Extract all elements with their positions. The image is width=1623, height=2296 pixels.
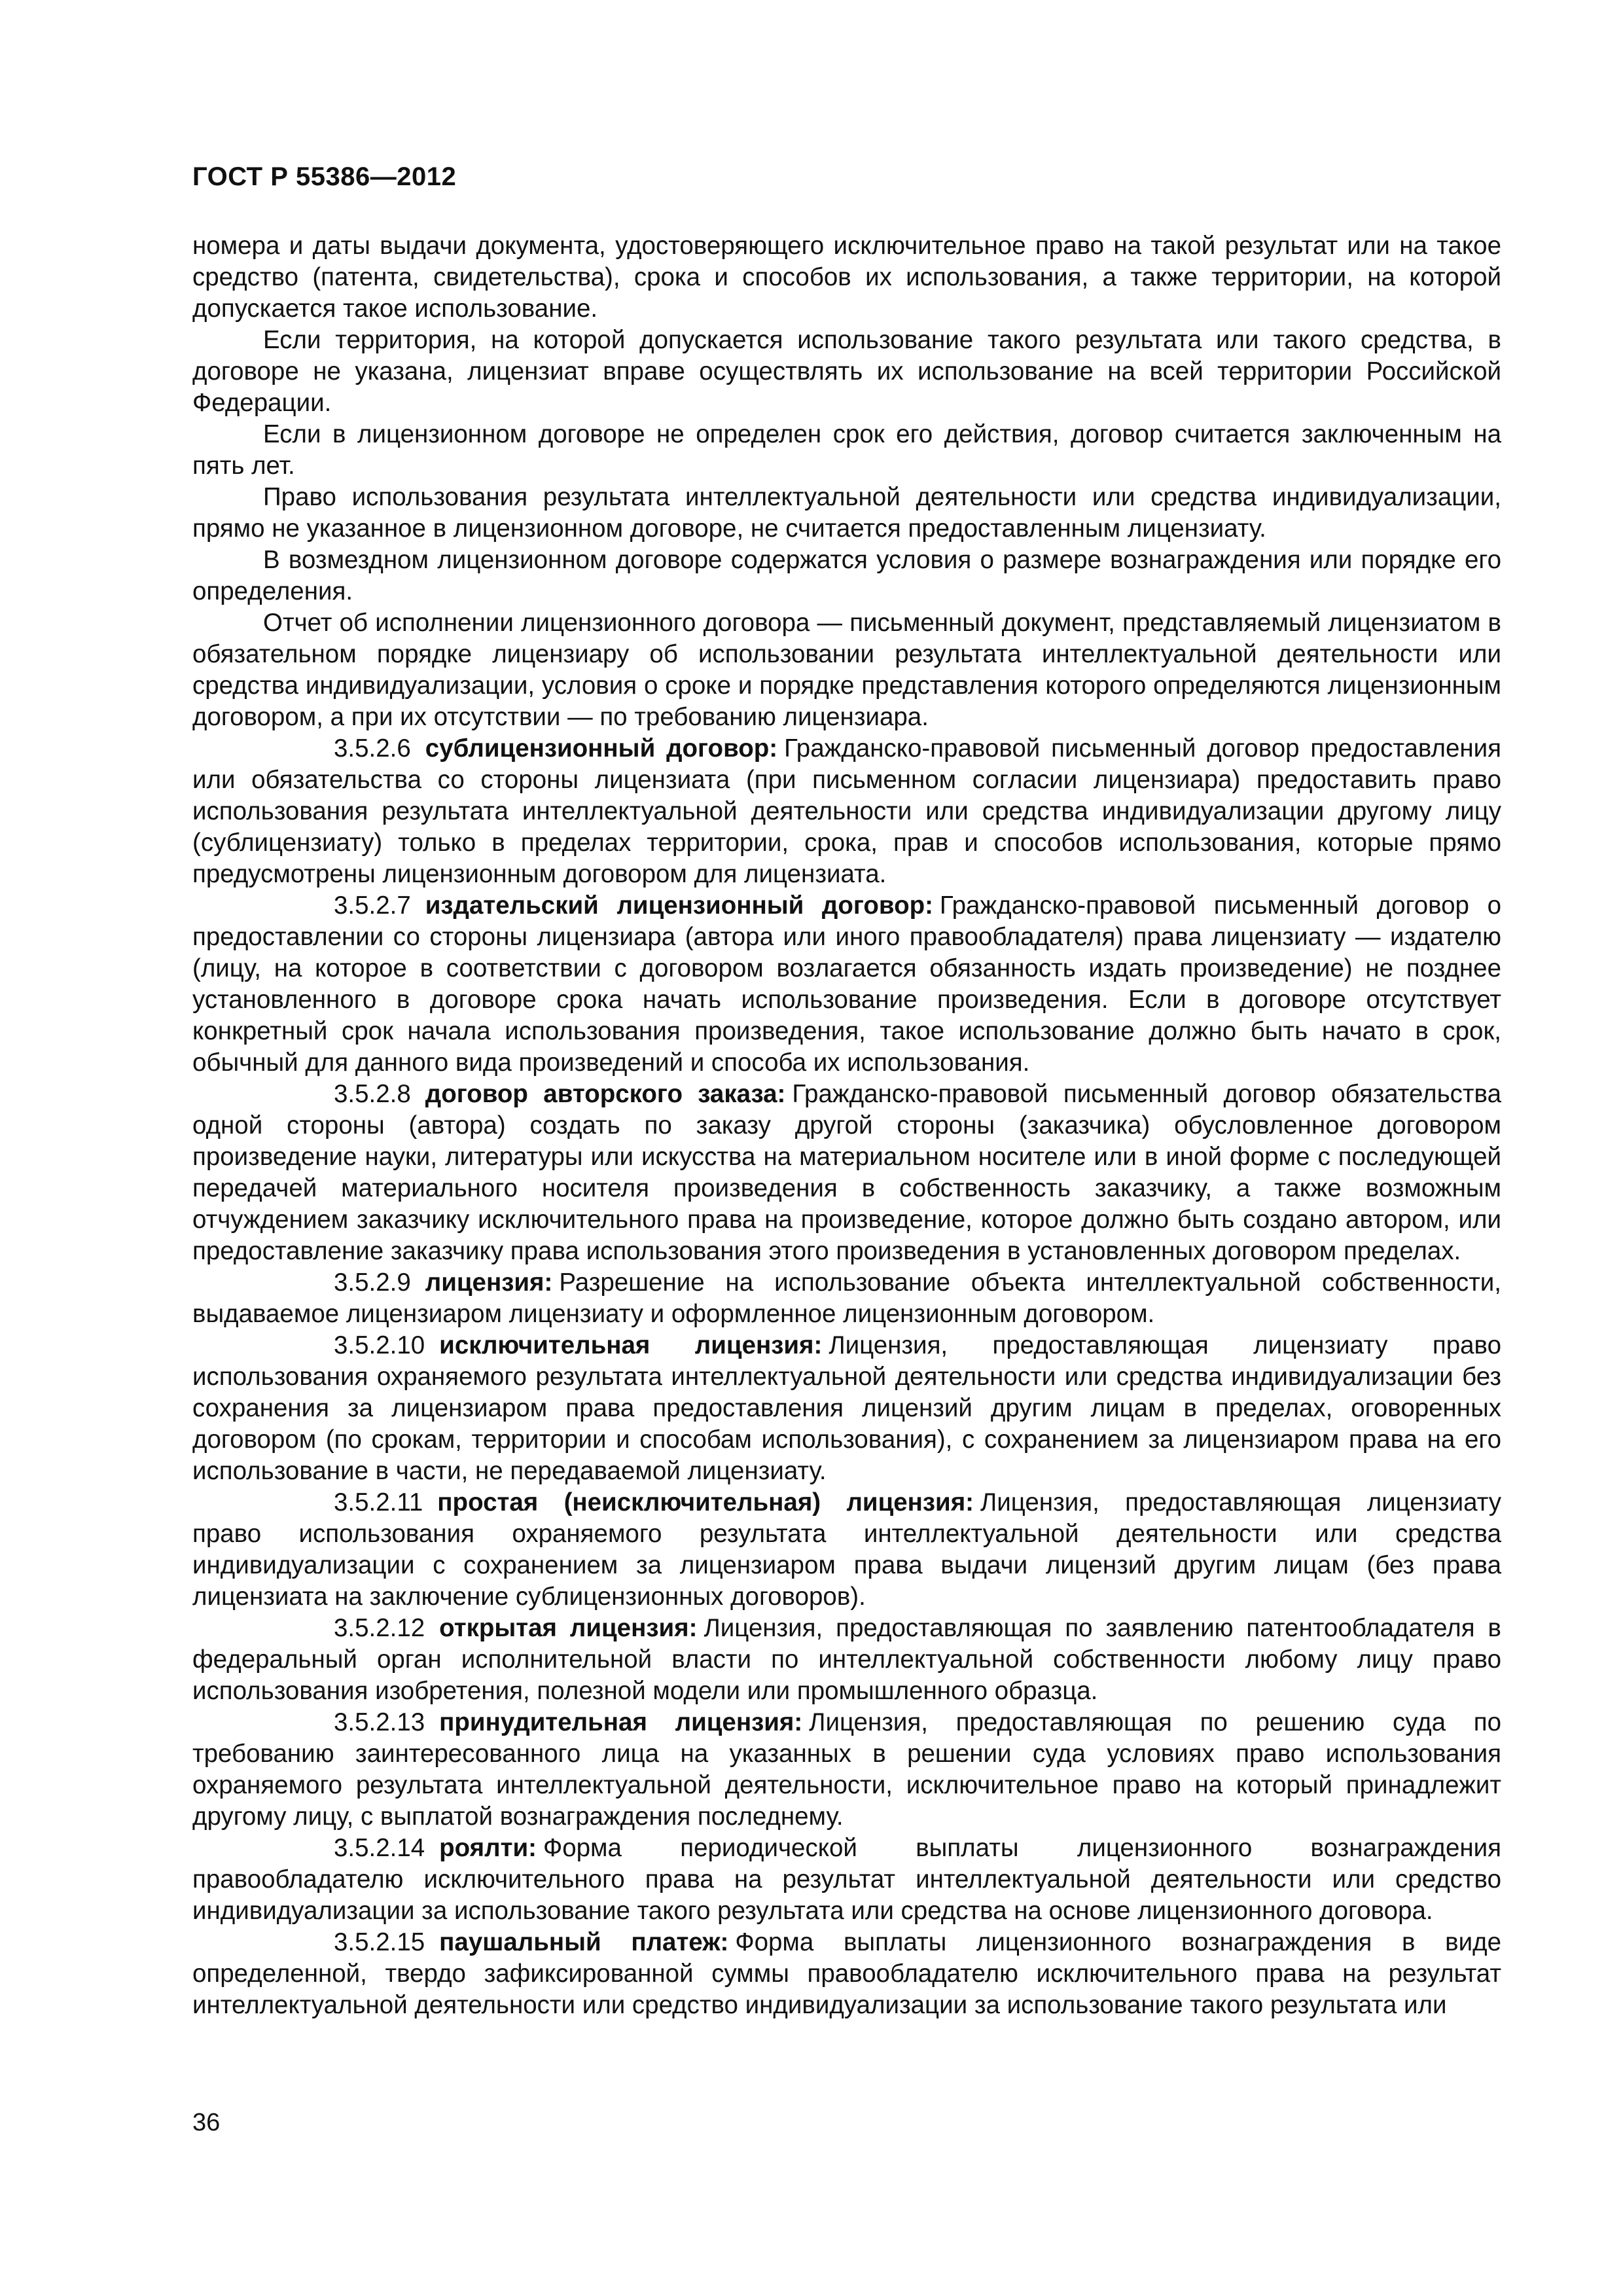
definition-term: лицензия: (425, 1268, 553, 1297)
page-number: 36 (192, 2109, 221, 2136)
definition-3-5-2-13 (192, 1707, 1501, 1833)
definition-text: Лицензия, предоставляющая по заявлению патентообладателя в федеральный орган исполнительной власти по интеллектуальной собственности любому лицу право использования изобретения, полезной модели или промышленного образца. (192, 1614, 1501, 1705)
definition-3-5-2-12 (192, 1613, 1501, 1707)
definition-text: Разрешение на использование объекта интеллектуальной собственности, выдаваемое лицензиаром лицензиату и оформленное лицензионным договором. (192, 1268, 1501, 1328)
definition-3-5-2-14 (192, 1833, 1501, 1927)
definition-text: Гражданско-правовой письменный договор предоставления или обязательства со стороны лицензиата (при письменном согласии лицензиара) предоставить право использования результата интеллектуальной деятельности или средства индивидуализации другому лицу (сублицензиату) только в пределах территории, срока, прав и способов использования, которые прямо предусмотрены лицензионным договором для лицензиата. (192, 734, 1501, 888)
definition-3-5-2-11 (192, 1487, 1501, 1613)
definition-number: 3.5.2.9 (334, 1268, 411, 1297)
paragraph: Отчет об исполнении лицензионного договора — письменный документ, представляемый лицензиатом в обязательном порядке лицензиару об использовании результата интеллектуальной деятельности или средства индивидуализации, условия о сроке и порядке представления которого определяются лицензионным договором, а при их отсутствии — по требованию лицензиара. (192, 609, 1501, 731)
definition-term: принудительная лицензия: (439, 1708, 803, 1736)
definition-text: Гражданско-правовой письменный договор о предоставлении со стороны лицензиара (автора или иного правообладателя) права лицензиату — издателю (лицу, на которое в соответствии с договором возлагается обязанность издать произведение) не позднее установленного в договоре срока начать использование произведения. Если в договоре отсутствует конкретный срок начала использования произведения, такое использование должно быть начато в срок, обычный для данного вида произведений и способа их использования. (192, 891, 1501, 1077)
definition-term: простая (неисключительная) лицензия: (437, 1488, 974, 1516)
paragraph: номера и даты выдачи документа, удостоверяющего исключительное право на такой результат или на такое средство (патента, свидетельства), срока и способов их использования, а также территории, на которой допускается такое использование. (192, 232, 1501, 323)
definition-term: исключительная лицензия: (439, 1331, 823, 1359)
definition-number: 3.5.2.15 (334, 1928, 425, 1956)
definition-text: Форма периодической выплаты лицензионного вознаграждения правообладателю исключительного права на результат интеллектуальной деятельности или средство индивидуализации за использование такого результата или средства на основе лицензионного договора. (192, 1834, 1501, 1925)
definition-number: 3.5.2.12 (334, 1614, 425, 1642)
definition-3-5-2-8 (192, 1079, 1501, 1267)
paragraph: Право использования результата интеллектуальной деятельности или средства индивидуализации, прямо не указанное в лицензионном договоре, не считается предоставленным лицензиату. (192, 483, 1501, 543)
definition-number: 3.5.2.8 (334, 1080, 411, 1108)
document-body (192, 230, 1501, 2021)
definition-number: 3.5.2.14 (334, 1834, 425, 1862)
paragraph: Если территория, на которой допускается использование такого результата или такого средства, в договоре не указана, лицензиат вправе осуществлять их использование на всей территории Российской Федерации. (192, 326, 1501, 417)
definition-3-5-2-15 (192, 1927, 1501, 2021)
definition-number: 3.5.2.6 (334, 734, 411, 762)
definition-3-5-2-9 (192, 1267, 1501, 1330)
definition-3-5-2-7 (192, 890, 1501, 1079)
definition-text: Гражданско-правовой письменный договор обязательства одной стороны (автора) создать по заказу другой стороны (заказчика) обусловленное договором произведение науки, литературы или искусства на материальном носителе или в иной форме с последующей передачей материального носителя произведения в собственность заказчику, а также возможным отчуждением заказчику исключительного права на произведение, которое должно быть создано автором, или предоставление заказчику права использования этого произведения в установленных договором пределах. (192, 1080, 1501, 1265)
definition-text: Лицензия, предоставляющая лицензиату право использования охраняемого результата интеллектуальной деятельности или средства индивидуализации с сохранением за лицензиаром права выдачи лицензий другим лицам (без права лицензиата на заключение сублицензионных договоров). (192, 1488, 1502, 1611)
definition-3-5-2-6 (192, 733, 1501, 890)
definition-term: паушальный платеж: (439, 1928, 729, 1956)
definition-term: издательский лицензионный договор: (425, 891, 933, 920)
definition-term: договор авторского заказа: (425, 1080, 786, 1108)
definition-3-5-2-10 (192, 1330, 1501, 1487)
definition-number: 3.5.2.11 (334, 1488, 423, 1516)
paragraph: В возмездном лицензионном договоре содержатся условия о размере вознаграждения или порядке его определения. (192, 546, 1501, 605)
definition-number: 3.5.2.10 (334, 1331, 425, 1359)
definition-term: открытая лицензия: (439, 1614, 698, 1642)
definition-number: 3.5.2.13 (334, 1708, 425, 1736)
definition-text: Лицензия, предоставляющая лицензиату право использования охраняемого результата интеллектуальной деятельности или средства индивидуализации без сохранения за лицензиаром права предоставления лицензий другим лицам в пределах, оговоренных договором (по срокам, территории и способам использования), с сохранением за лицензиаром права на его использование в части, не передаваемой лицензиату. (192, 1331, 1501, 1485)
definition-number: 3.5.2.7 (334, 891, 411, 920)
definition-text: Лицензия, предоставляющая по решению суда по требованию заинтересованного лица на указанных в решении суда условиях право использования охраняемого результата интеллектуальной деятельности, исключительное право на который принадлежит другому лицу, с выплатой вознаграждения последнему. (192, 1708, 1501, 1831)
paragraph: Если в лицензионном договоре не определен срок его действия, договор считается заключенным на пять лет. (192, 420, 1501, 480)
definition-term: роялти: (439, 1834, 537, 1862)
document-header: ГОСТ Р 55386—2012 (192, 162, 457, 191)
definition-term: сублицензионный договор: (425, 734, 778, 762)
definition-text: Форма выплаты лицензионного вознаграждения в виде определенной, твердо зафиксированной суммы правообладателю исключительного права на результат интеллектуальной деятельности или средство индивидуализации за использование такого результата или (192, 1928, 1502, 2019)
